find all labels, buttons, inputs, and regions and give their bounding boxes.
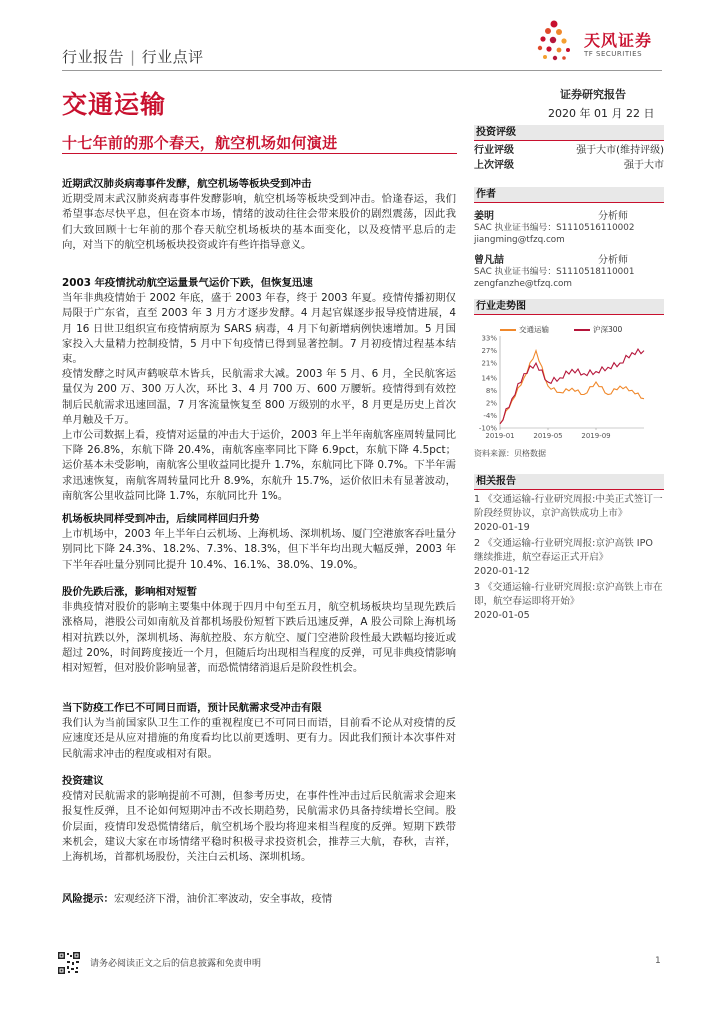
related-report-date: 2020-01-12 — [474, 566, 530, 577]
series-line-csi300 — [500, 349, 644, 424]
author-role: 分析师 — [598, 255, 628, 266]
rating-box — [474, 125, 664, 173]
qr-code-icon — [58, 952, 80, 974]
related-item-2 — [474, 537, 664, 579]
section-heading: 2003 年疫情扰动航空运量景气运价下跌，但恢复迅速 — [62, 277, 313, 289]
previous-rating-row — [474, 158, 664, 173]
section-heading: 股价先跌后涨，影响相对短暂 — [62, 586, 198, 598]
related-report-date: 2020-01-19 — [474, 522, 530, 533]
related-report-link[interactable]: 3 《交通运输-行业研究周报:京沪高铁上市在即，航空春运即将开始》 — [474, 582, 663, 607]
author-1 — [474, 207, 664, 251]
x-tick-label: 2019-01 — [485, 432, 515, 440]
section-paragraph: 我们认为当前国家队卫生工作的重视程度已不可同日而语，目前看不论从对疫情的反应速度还是从应对措施的角度看均比以前更透明、更有力。因此我们预计本次事件对民航需求冲击的程度或相对有限。 — [62, 717, 456, 760]
related-header: 相关报告 — [474, 474, 664, 490]
related-item-1 — [474, 493, 664, 535]
author-email: jiangming@tfzq.com — [474, 235, 565, 245]
industry-rating-row — [474, 143, 664, 158]
section-paragraph: 上市公司数据上看，疫情对运量的冲击大于运价，2003 年上半年南航客座周转量同比下降 26.8%，东航下降 20.4%，南航客座率同比下降 6.9pct，东航下降 4.5pct；运价基本未受影响，南航客公里收益同比提升 1.7%，东航同比下降 0.7%。下半年需求迅速恢复，南航客周转量同比升 8.9%，东航升 15.7%，运价依旧未有显著波动，南航客公里收益同比降 1.7%，东航同比升 1%。 — [62, 429, 456, 502]
category-industry-report: 行业报告 — [62, 48, 125, 66]
authors-box — [474, 187, 664, 295]
industry-rating-label: 行业评级 — [474, 145, 514, 156]
disclaimer-note: 请务必阅读正文之后的信息披露和免责申明 — [90, 959, 262, 969]
section-paragraph: 当年非典疫情始于 2002 年底，盛于 2003 年春，终于 2003 年夏。疫情传播初期仅局限于广东省，直至 2003 年 3 月方才逐步发酵。4 月起官媒逐步报导疫情进展，4 月 16 日世卫组织宣布疫情病原为 SARS 病毒，4 月下旬新增病例快速增加。5 月国家投入大量精力控制疫情，5 月中下旬疫情已得到显著控制。7 月初疫情过程基本结束。 — [62, 292, 456, 366]
report-subtitle: 十七年前的那个春天，航空机场如何演进 — [62, 134, 338, 152]
y-tick-label: -4% — [483, 411, 497, 420]
trend-box — [474, 299, 664, 315]
section-heading: 当下防疫工作已不可同日而语，预计民航需求受冲击有限 — [62, 702, 322, 714]
trend-chart — [474, 320, 664, 442]
report-category — [62, 46, 204, 67]
x-tick-label: 2019-09 — [581, 432, 611, 440]
company-logo — [528, 14, 668, 70]
authors-header: 作者 — [474, 187, 664, 203]
y-tick-label: 21% — [481, 359, 497, 368]
risk-warning — [62, 892, 456, 907]
author-cert: SAC 执业证书编号：S1110516110002 — [474, 223, 635, 233]
section-3 — [62, 512, 456, 573]
header-divider — [62, 70, 662, 71]
industry-rating-value: 强于大市(维持评级) — [576, 145, 664, 156]
rating-header: 投资评级 — [474, 125, 664, 141]
section-paragraph: 近期受周末武汉肺炎病毒事件发酵影响，航空机场等板块受到冲击。恰逢春运，我们希望事态尽快平息，但在资本市场，情绪的波动往往会带来股价的剧烈震荡，因此我们大致回顾十七年前的那个春天航空机场板块的基本面变化，以及疫情平息后的走向，对当下的航空机场板块投资或许有些许指导意义。 — [62, 193, 456, 251]
author-role: 分析师 — [598, 211, 628, 222]
previous-rating-value: 强于大市 — [624, 160, 664, 171]
related-report-link[interactable]: 2 《交通运输-行业研究周报:京沪高铁 IPO 继续推进，航空春运正式开启》 — [474, 538, 653, 563]
y-tick-label: 8% — [485, 386, 497, 395]
section-2 — [62, 276, 456, 504]
y-tick-label: -10% — [478, 424, 497, 433]
page-number: 1 — [655, 956, 661, 966]
section-6 — [62, 774, 456, 865]
author-name: 姜明 — [474, 211, 494, 222]
section-4 — [62, 585, 456, 676]
author-cert: SAC 执业证书编号：S1110518110001 — [474, 267, 635, 277]
page-title: 交通运输 — [62, 90, 167, 119]
section-paragraph: 上市机场中，2003 年上半年白云机场、上海机场、深圳机场、厦门空港旅客吞吐量分别同比下降 24.3%、18.2%、7.3%、18.3%，但下半年均出现大幅反弹，2003 年下半年吞吐量分别同比提升 10.4%、16.1%、38.0%、19.0%。 — [62, 528, 456, 571]
section-5 — [62, 701, 456, 762]
section-heading: 机场板块同样受到冲击，后续同样回归升势 — [62, 513, 260, 525]
section-paragraph: 疫情发酵之时风声鹤唳草木皆兵，民航需求大减。2003 年 5 月、6 月，全民航客运量仅为 200 万、300 万人次，环比 3、4 月 700 万、600 万腰斩。疫情得到有效控制后民航需求迅速回温，7 月客流量恢复至 800 万级别的水平，8 月更是历史上首次单月触及千万。 — [62, 368, 456, 426]
trend-header: 行业走势图 — [474, 299, 664, 315]
author-email: zengfanzhe@tfzq.com — [474, 279, 572, 289]
legend-label-csi300: 沪深300 — [593, 325, 623, 334]
related-item-3 — [474, 581, 664, 623]
section-heading: 投资建议 — [62, 775, 104, 787]
trend-chart-plot — [474, 320, 664, 442]
series-line-transport — [500, 351, 644, 424]
author-name: 曾凡喆 — [474, 255, 504, 266]
y-tick-label: 2% — [485, 399, 497, 408]
subtitle-divider — [62, 153, 457, 154]
category-industry-comment: 行业点评 — [141, 48, 204, 66]
y-tick-label: 27% — [481, 347, 497, 356]
chart-source: 资料来源：贝格数据 — [474, 449, 546, 458]
report-type: 证券研究报告 — [560, 88, 626, 101]
report-date: 2020 年 01 月 22 日 — [548, 107, 655, 120]
y-tick-label: 14% — [481, 374, 497, 383]
logo-name: 天风证券 — [584, 31, 653, 50]
logo-english: TF SECURITIES — [584, 50, 643, 58]
risk-label: 风险提示： — [62, 893, 114, 905]
category-separator: | — [130, 48, 136, 66]
section-heading: 近期武汉肺炎病毒事件发酵，航空机场等板块受到冲击 — [62, 178, 312, 190]
previous-rating-label: 上次评级 — [474, 160, 514, 171]
risk-text: 宏观经济下滑，油价汇率波动，安全事故，疫情 — [113, 893, 333, 905]
related-report-date: 2020-01-05 — [474, 610, 530, 621]
related-report-link[interactable]: 1 《交通运输-行业研究周报:中美正式签订一阶段经贸协议，京沪高铁成功上市》 — [474, 494, 663, 519]
related-box — [474, 474, 664, 623]
section-paragraph: 非典疫情对股价的影响主要集中体现于四月中旬至五月，航空机场板块均呈现先跌后涨格局，港股公司如南航及首都机场股份短暂下跌后迅速反弹，A 股公司除上海机场相对抗跌以外，深圳机场、海航控股、东方航空、厦门空港阶段性最大跌幅均接近或超过 20%，时间跨度接近一个月，但随后均出现相当程度的反弹，可见非典疫情影响相对短暂，但对股价影响显著，而恐慌情绪消退后是阶段性机会。 — [62, 601, 456, 675]
legend-label-transport: 交通运输 — [519, 325, 549, 334]
section-paragraph: 疫情对民航需求的影响提前不可测，但参考历史，在事件性冲击过后民航需求会迎来报复性反弹，且不论如何短期冲击不改长期趋势，民航需求仍具备持续增长空间。股价层面，疫情印发恐慌情绪后，航空机场个股均将迎来相当程度的反弹。短期下跌带来机会，建议大家在市场情绪平稳时积极寻求投资机会，推荐三大航，春秋，吉祥，上海机场，首都机场股份，关注白云机场、深圳机场。 — [62, 790, 456, 864]
x-tick-label: 2019-05 — [533, 432, 563, 440]
y-tick-label: 33% — [481, 334, 497, 343]
author-2 — [474, 251, 664, 295]
section-1 — [62, 177, 456, 253]
logo-mark-icon — [528, 14, 582, 68]
